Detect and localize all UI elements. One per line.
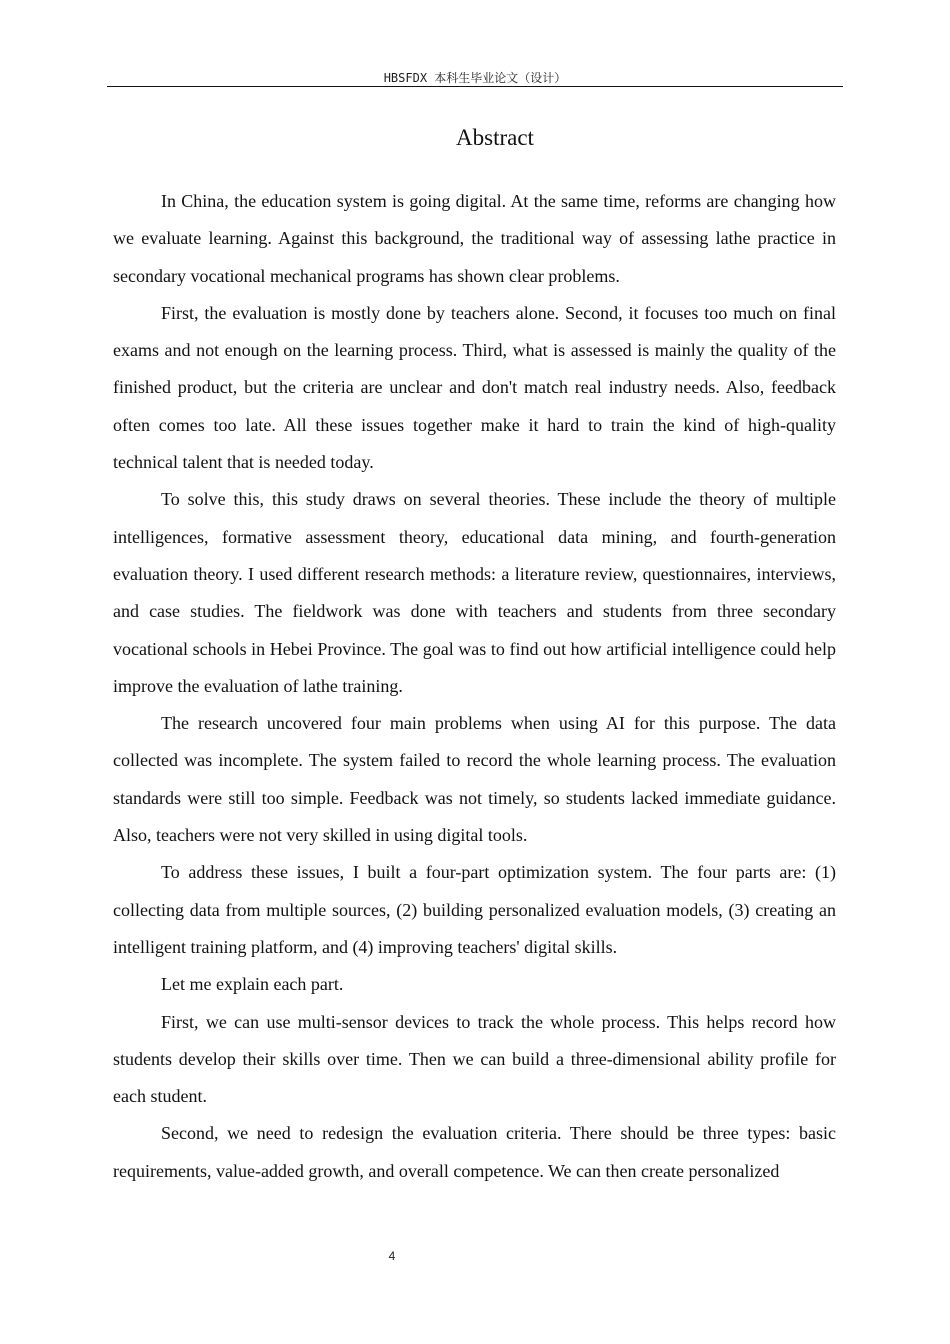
paragraph-1: In China, the education system is going digital. At the same time, reforms are changing how we evaluate learning. Against this background, the traditional way of assessing lathe practice in secondary vocational mechanical programs has shown clear problems. — [113, 191, 836, 286]
paragraph-5: To address these issues, I built a four-part optimization system. The four parts are: (1) collecting data from multiple sources, (2) building personalized evaluation models, (3) creating an intelligent training platform, and (4) improving teachers' digital skills. — [113, 862, 836, 957]
paragraph-6: Let me explain each part. — [161, 974, 344, 995]
paragraph-3: To solve this, this study draws on several theories. These include the theory of multiple intelligences, formative assessment theory, educational data mining, and fourth-generation evaluation theory. I used different research methods: a literature review, questionnaires, interviews, and case studies. The fieldwork was done with teachers and students from three secondary vocational schools in Hebei Province. The goal was to find out how artificial intelligence could help improve the evaluation of lathe training. — [113, 489, 836, 696]
paragraph-7: First, we can use multi-sensor devices to track the whole process. This helps record how students develop their skills over time. Then we can build a three-dimensional ability profile for each student. — [113, 1011, 836, 1107]
paragraph-4: The research uncovered four main problems when using AI for this purpose. The data collected was incomplete. The system failed to record the whole learning process. The evaluation standards were still too simple. Feedback was not timely, so students lacked immediate guidance. Also, teachers were not very skilled in using digital tools. — [113, 713, 836, 846]
paragraph-8: Second, we need to redesign the evaluation criteria. There should be three types: basic requirements, value-added growth, and overall competence. We can then create personalized — [113, 1123, 836, 1181]
page-number: 4 — [388, 1249, 396, 1263]
paragraph-2: First, the evaluation is mostly done by teachers alone. Second, it focuses too much on final exams and not enough on the learning process. Third, what is assessed is mainly the quality of the finished product, but the criteria are unclear and don't match real industry needs. Also, feedback often comes too late. All these issues together make it hard to train the kind of high-quality technical talent that is needed today. — [113, 302, 836, 473]
abstract-body — [113, 183, 836, 1190]
abstract-title: Abstract — [456, 125, 534, 150]
running-header: HBSFDX 本科生毕业论文（设计） — [383, 71, 567, 85]
header-divider — [107, 86, 843, 87]
